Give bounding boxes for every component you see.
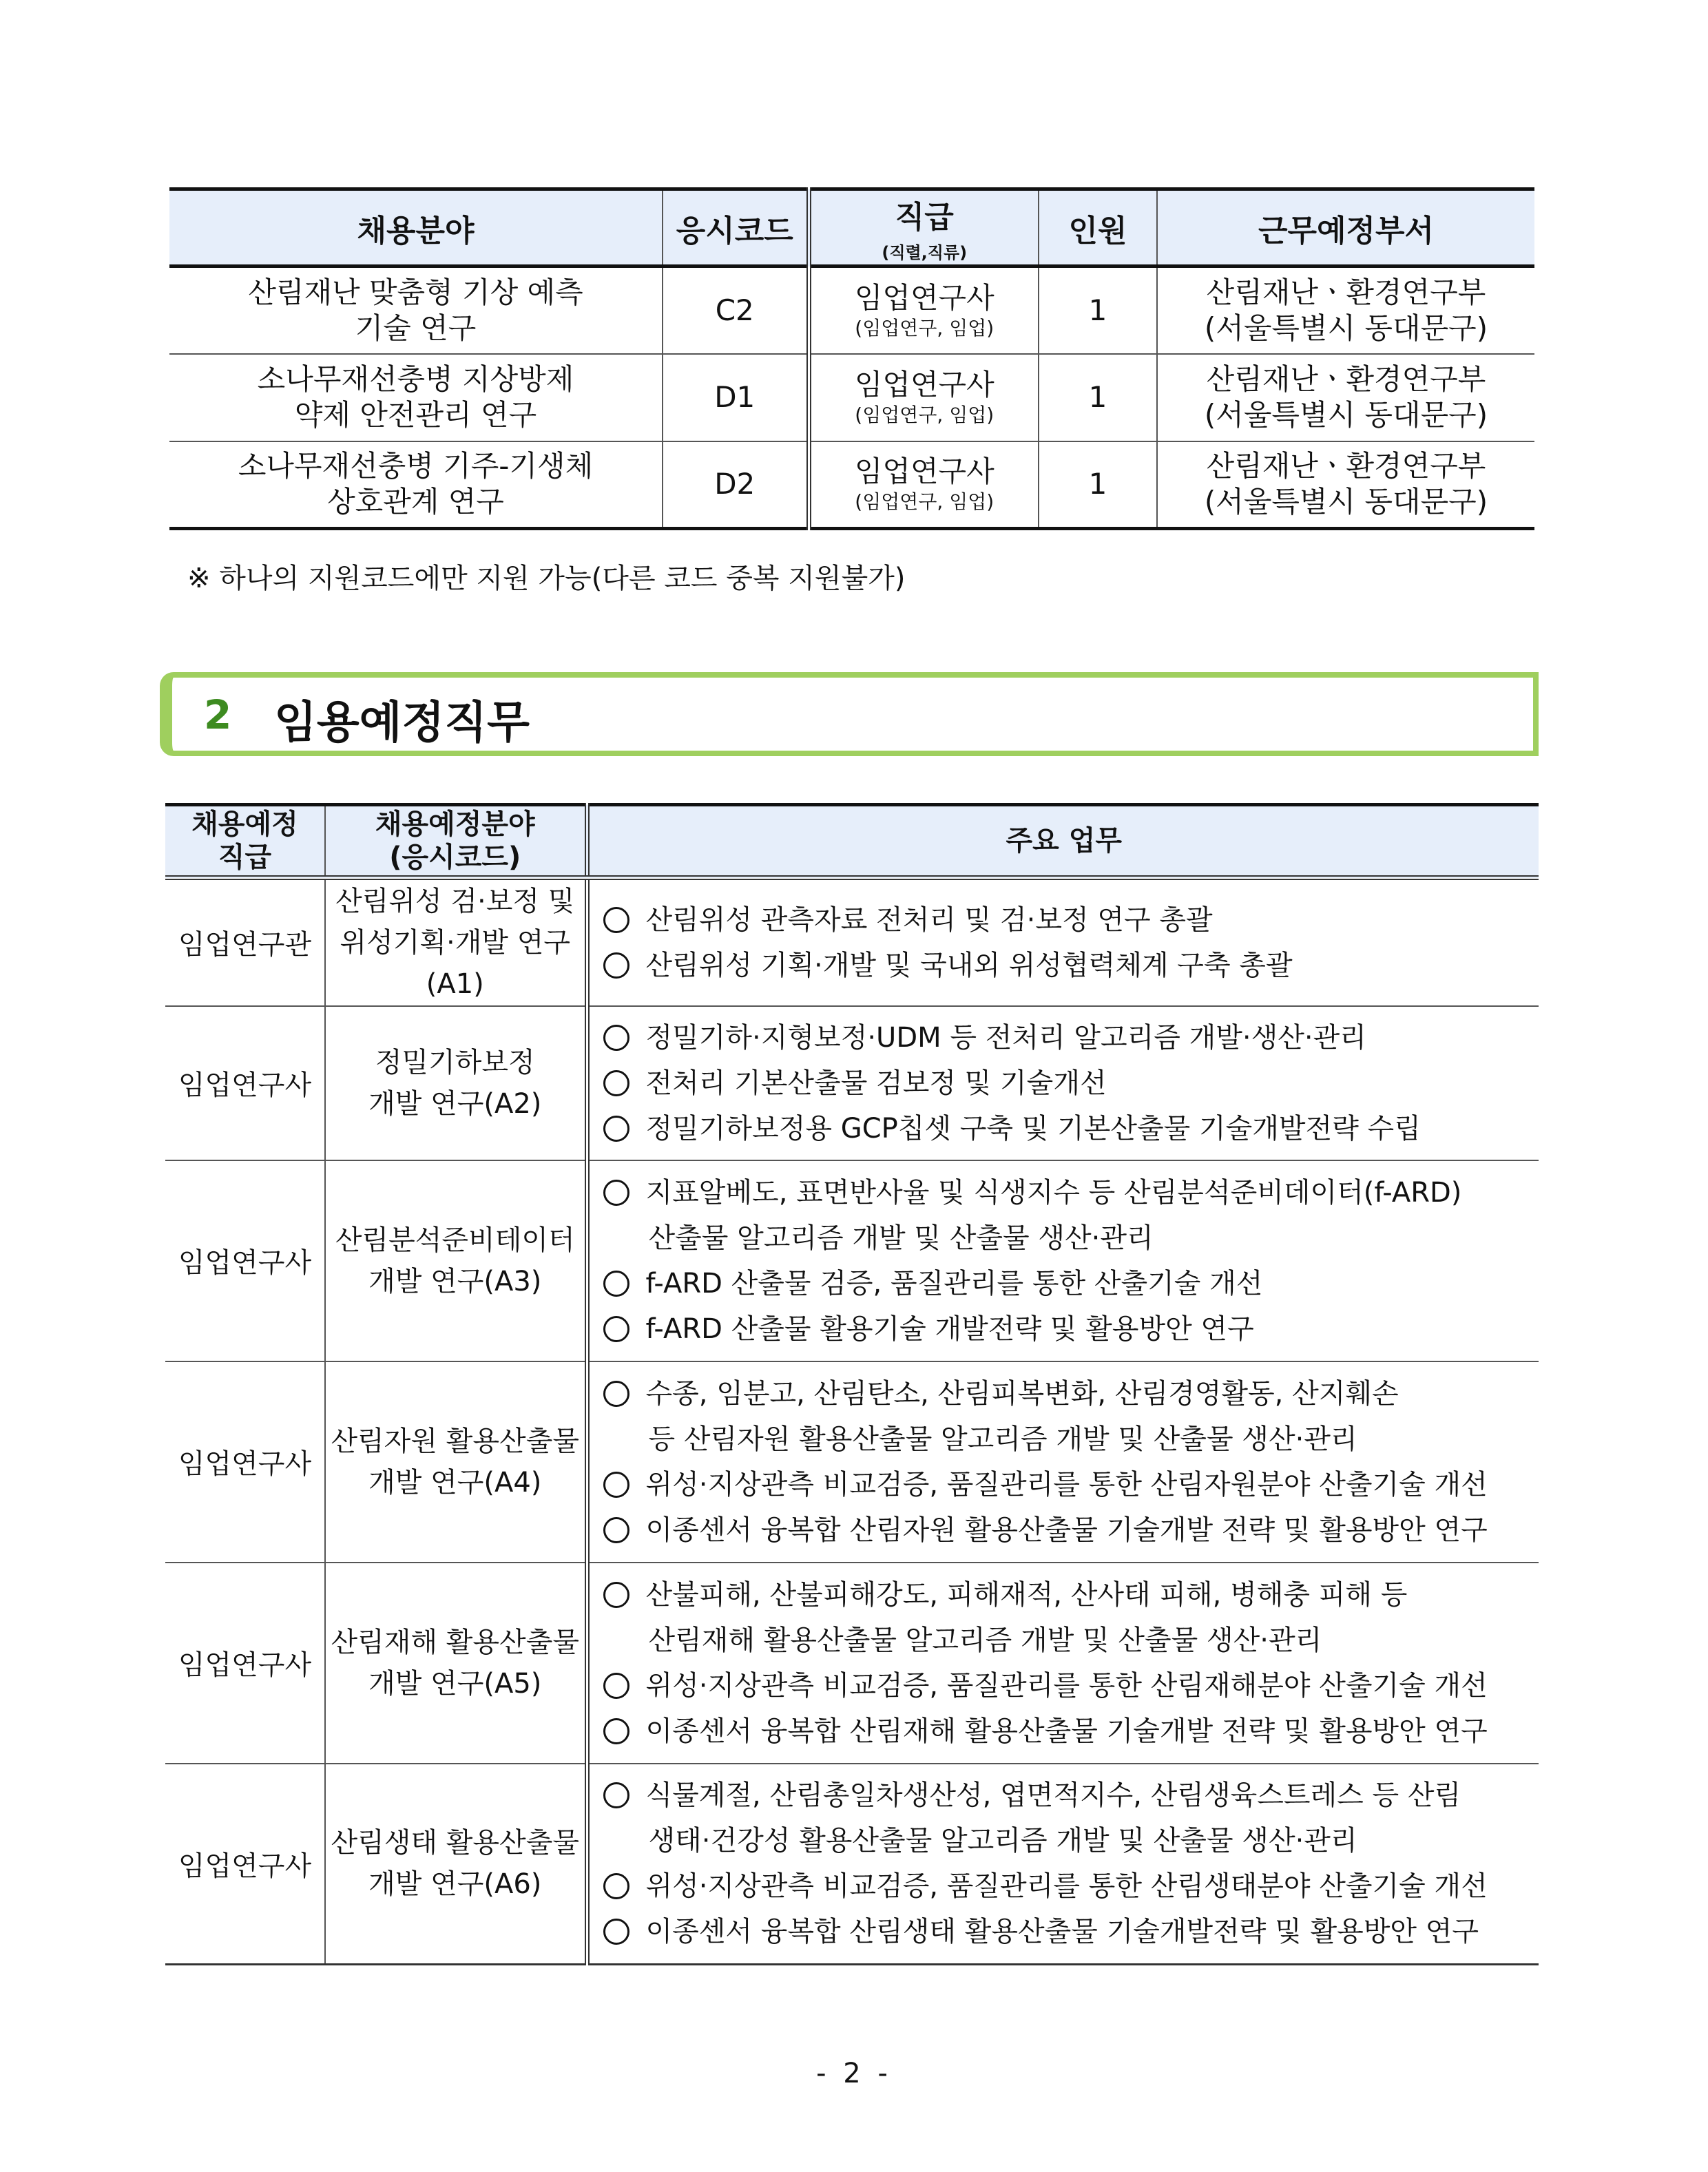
duty-item [603,1170,1539,1261]
field-line: 개발 연구(A5) [368,1667,542,1700]
grade-cell [809,267,1039,354]
circle-bullet-icon [603,1582,629,1608]
duty-item [603,1709,1539,1754]
field-cell [169,441,663,529]
field-cell [325,1764,587,1965]
duty-text: 산불피해, 산불피해강도, 피해재적, 산사태 피해, 병해충 피해 등 [645,1578,1408,1611]
field-line: 위성기획·개발 연구 [340,926,571,959]
circle-bullet-icon [603,1316,629,1342]
field-cell [325,1006,587,1160]
table-row [165,1006,1539,1160]
duty-text: 식물계절, 산림총일차생산성, 엽면적지수, 산림생육스트레스 등 산림 [645,1779,1461,1812]
field-line: 소나무재선충병 기주-기생체 [238,449,594,483]
position-cell: 임업연구사 [165,1361,325,1563]
table-row [169,441,1534,529]
circle-bullet-icon [603,952,629,979]
duty-text: 정밀기하보정용 GCP칩셋 구축 및 기본산출물 기술개발전략 수립 [645,1112,1421,1145]
circle-bullet-icon [603,1381,629,1407]
duty-text: 산림위성 기획·개발 및 국내외 위성협력체계 구축 총괄 [645,949,1293,981]
circle-bullet-icon [603,1517,629,1543]
duty-text: 이종센서 융복합 산림자원 활용산출물 기술개발 전략 및 활용방안 연구 [645,1514,1488,1546]
duty-line [603,1015,1539,1061]
count-cell: 1 [1039,354,1157,441]
circle-bullet-icon [603,1025,629,1051]
duties-cell [587,1160,1539,1361]
field-cell [325,878,587,1006]
header-position-line2: 직급 [218,842,272,873]
duty-line [603,1773,1539,1818]
table-row [165,1764,1539,1965]
circle-bullet-icon [603,1116,629,1142]
position-cell: 임업연구관 [165,878,325,1006]
duties-cell [587,1764,1539,1965]
duties-table [165,803,1539,1965]
table-row [169,267,1534,354]
count-cell: 1 [1039,441,1157,529]
header-field-line1: 채용예정분야 [375,808,535,840]
table-row [165,1160,1539,1361]
header-code: 응시코드 [663,189,809,267]
circle-bullet-icon [603,1472,629,1498]
duty-text: 산림재해 활용산출물 알고리즘 개발 및 산출물 생산·관리 [648,1624,1322,1656]
duty-text: 등 산림자원 활용산출물 알고리즘 개발 및 산출물 생산·관리 [648,1423,1357,1455]
circle-bullet-icon [603,1873,629,1899]
table-header-row [169,189,1534,267]
field-line: 약제 안전관리 연구 [294,398,537,432]
grade-sub: (임업연구, 임업) [855,316,994,340]
position-cell: 임업연구사 [165,1563,325,1764]
circle-bullet-icon [603,1919,629,1945]
field-cell [325,1361,587,1563]
field-line: 기술 연구 [355,311,477,345]
duty-text: 이종센서 융복합 산림생태 활용산출물 기술개발전략 및 활용방안 연구 [645,1916,1479,1948]
duty-item [603,1371,1539,1462]
duty-item [603,1773,1539,1863]
code-cell: C2 [663,267,809,354]
field-line: 산림생태 활용산출물 [331,1827,579,1859]
position-cell: 임업연구사 [165,1764,325,1965]
duty-text: 수종, 임분고, 산림탄소, 산림피복변화, 산림경영활동, 산지훼손 [645,1377,1399,1410]
duties-cell [587,1006,1539,1160]
dept-cell [1157,354,1534,441]
duty-text: f-ARD 산출물 활용기술 개발전략 및 활용방안 연구 [645,1313,1254,1345]
duty-item [603,1663,1539,1709]
position-cell: 임업연구사 [165,1160,325,1361]
field-line: 산림재난 맞춤형 기상 예측 [248,275,583,309]
page-number: - 2 - [816,2058,892,2089]
field-line: 산림위성 검·보정 및 [335,885,575,917]
field-line: 정밀기하보정 [375,1046,535,1078]
duty-line [603,1618,1539,1663]
duty-text: 전처리 기본산출물 검보정 및 기술개선 [645,1067,1107,1099]
duty-item [603,897,1539,943]
header-field [325,805,587,878]
duty-item [603,943,1539,988]
duty-line [603,1371,1539,1417]
duty-line [603,1818,1539,1863]
grade-label: 임업연구사 [854,368,994,401]
duty-line [603,1507,1539,1553]
count-cell: 1 [1039,267,1157,354]
duty-line [603,943,1539,988]
duty-line [603,1663,1539,1709]
header-grade-sub: (직렬,직류) [882,243,968,262]
field-line: 상호관계 연구 [327,485,504,519]
duty-item [603,1106,1539,1151]
dept-line: 산림재난ㆍ환경연구부 [1206,275,1486,309]
header-grade-label: 직급 [895,200,954,235]
duty-line [603,1417,1539,1462]
field-line: 개발 연구(A4) [368,1466,542,1499]
table-row [165,878,1539,1006]
field-line: 소나무재선충병 지상방제 [257,362,574,396]
field-line: 개발 연구(A3) [368,1265,542,1297]
application-note: ※ 하나의 지원코드에만 지원 가능(다른 코드 중복 지원불가) [187,563,906,594]
duties-cell [587,878,1539,1006]
duty-item [603,1572,1539,1663]
duty-item [603,1061,1539,1106]
field-line: 산림자원 활용산출물 [331,1425,579,1457]
header-duties: 주요 업무 [587,805,1539,878]
circle-bullet-icon [603,1180,629,1206]
header-position-line1: 채용예정 [191,808,298,840]
field-line: 개발 연구(A2) [368,1087,542,1120]
header-grade [809,189,1039,267]
dept-line: 산림재난ㆍ환경연구부 [1206,449,1486,483]
field-cell [325,1160,587,1361]
header-count: 인원 [1039,189,1157,267]
table-row [169,354,1534,441]
duty-item [603,1261,1539,1306]
duty-item [603,1909,1539,1954]
duty-line [603,1462,1539,1507]
header-dept: 근무예정부서 [1157,189,1534,267]
duty-item [603,1863,1539,1909]
circle-bullet-icon [603,1718,629,1744]
duty-text: f-ARD 산출물 검증, 품질관리를 통한 산출기술 개선 [645,1267,1263,1299]
position-cell: 임업연구사 [165,1006,325,1160]
duty-line [603,1061,1539,1106]
section-number: 2 [204,691,232,738]
field-cell [169,267,663,354]
circle-bullet-icon [603,1673,629,1699]
duty-text: 산출물 알고리즘 개발 및 산출물 생산·관리 [648,1222,1154,1254]
duty-text: 이종센서 융복합 산림재해 활용산출물 기술개발 전략 및 활용방안 연구 [645,1715,1488,1747]
field-cell [169,354,663,441]
duty-line [603,1106,1539,1151]
recruitment-table [169,187,1534,530]
duty-line [603,1709,1539,1754]
table-row [165,1563,1539,1764]
duty-line [603,1261,1539,1306]
dept-line: (서울특별시 동대문구) [1204,485,1488,519]
dept-cell [1157,441,1534,529]
header-position [165,805,325,878]
code-cell: D1 [663,354,809,441]
table-header-row [165,805,1539,878]
duty-text: 지표알베도, 표면반사율 및 식생지수 등 산림분석준비데이터(f-ARD) [645,1176,1462,1209]
duty-item [603,1306,1539,1352]
duty-item [603,1462,1539,1507]
duty-text: 산림위성 관측자료 전처리 및 검·보정 연구 총괄 [645,904,1213,936]
duty-line [603,1909,1539,1954]
grade-cell [809,354,1039,441]
duty-item [603,1507,1539,1553]
grade-cell [809,441,1039,529]
duties-cell [587,1361,1539,1563]
duty-text: 정밀기하·지형보정·UDM 등 전처리 알고리즘 개발·생산·관리 [645,1021,1366,1054]
duty-line [603,897,1539,943]
circle-bullet-icon [603,1782,629,1808]
duty-line [603,1863,1539,1909]
header-field: 채용분야 [169,189,663,267]
field-line: 개발 연구(A6) [368,1868,542,1901]
circle-bullet-icon [603,1070,629,1096]
grade-sub: (임업연구, 임업) [855,404,994,426]
duty-text: 위성·지상관측 비교검증, 품질관리를 통한 산림생태분야 산출기술 개선 [645,1870,1488,1903]
field-cell [325,1563,587,1764]
grade-label: 임업연구사 [854,280,994,315]
section-title: 임용예정직무 [274,698,530,749]
duty-line [603,1215,1539,1261]
field-line: 산림분석준비테이터 [335,1224,575,1256]
code-cell: D2 [663,441,809,529]
dept-line: 산림재난ㆍ환경연구부 [1206,362,1486,396]
field-line: (A1) [426,968,484,1000]
dept-line: (서울특별시 동대문구) [1204,398,1488,432]
duties-cell [587,1563,1539,1764]
grade-label: 임업연구사 [854,455,994,489]
duty-text: 위성·지상관측 비교검증, 품질관리를 통한 산림자원분야 산출기술 개선 [645,1468,1488,1501]
duty-text: 생태·건강성 활용산출물 알고리즘 개발 및 산출물 생산·관리 [648,1825,1357,1857]
duty-text: 위성·지상관측 비교검증, 품질관리를 통한 산림재해분야 산출기술 개선 [645,1669,1488,1702]
field-line: 산림재해 활용산출물 [331,1626,579,1658]
header-field-line2: (응시코드) [389,842,521,873]
table-row [165,1361,1539,1563]
dept-cell [1157,267,1534,354]
duty-item [603,1015,1539,1061]
dept-line: (서울특별시 동대문구) [1204,311,1488,345]
circle-bullet-icon [603,1271,629,1297]
duty-line [603,1170,1539,1215]
duty-line [603,1572,1539,1618]
duty-line [603,1306,1539,1352]
circle-bullet-icon [603,907,629,933]
grade-sub: (임업연구, 임업) [855,490,994,514]
